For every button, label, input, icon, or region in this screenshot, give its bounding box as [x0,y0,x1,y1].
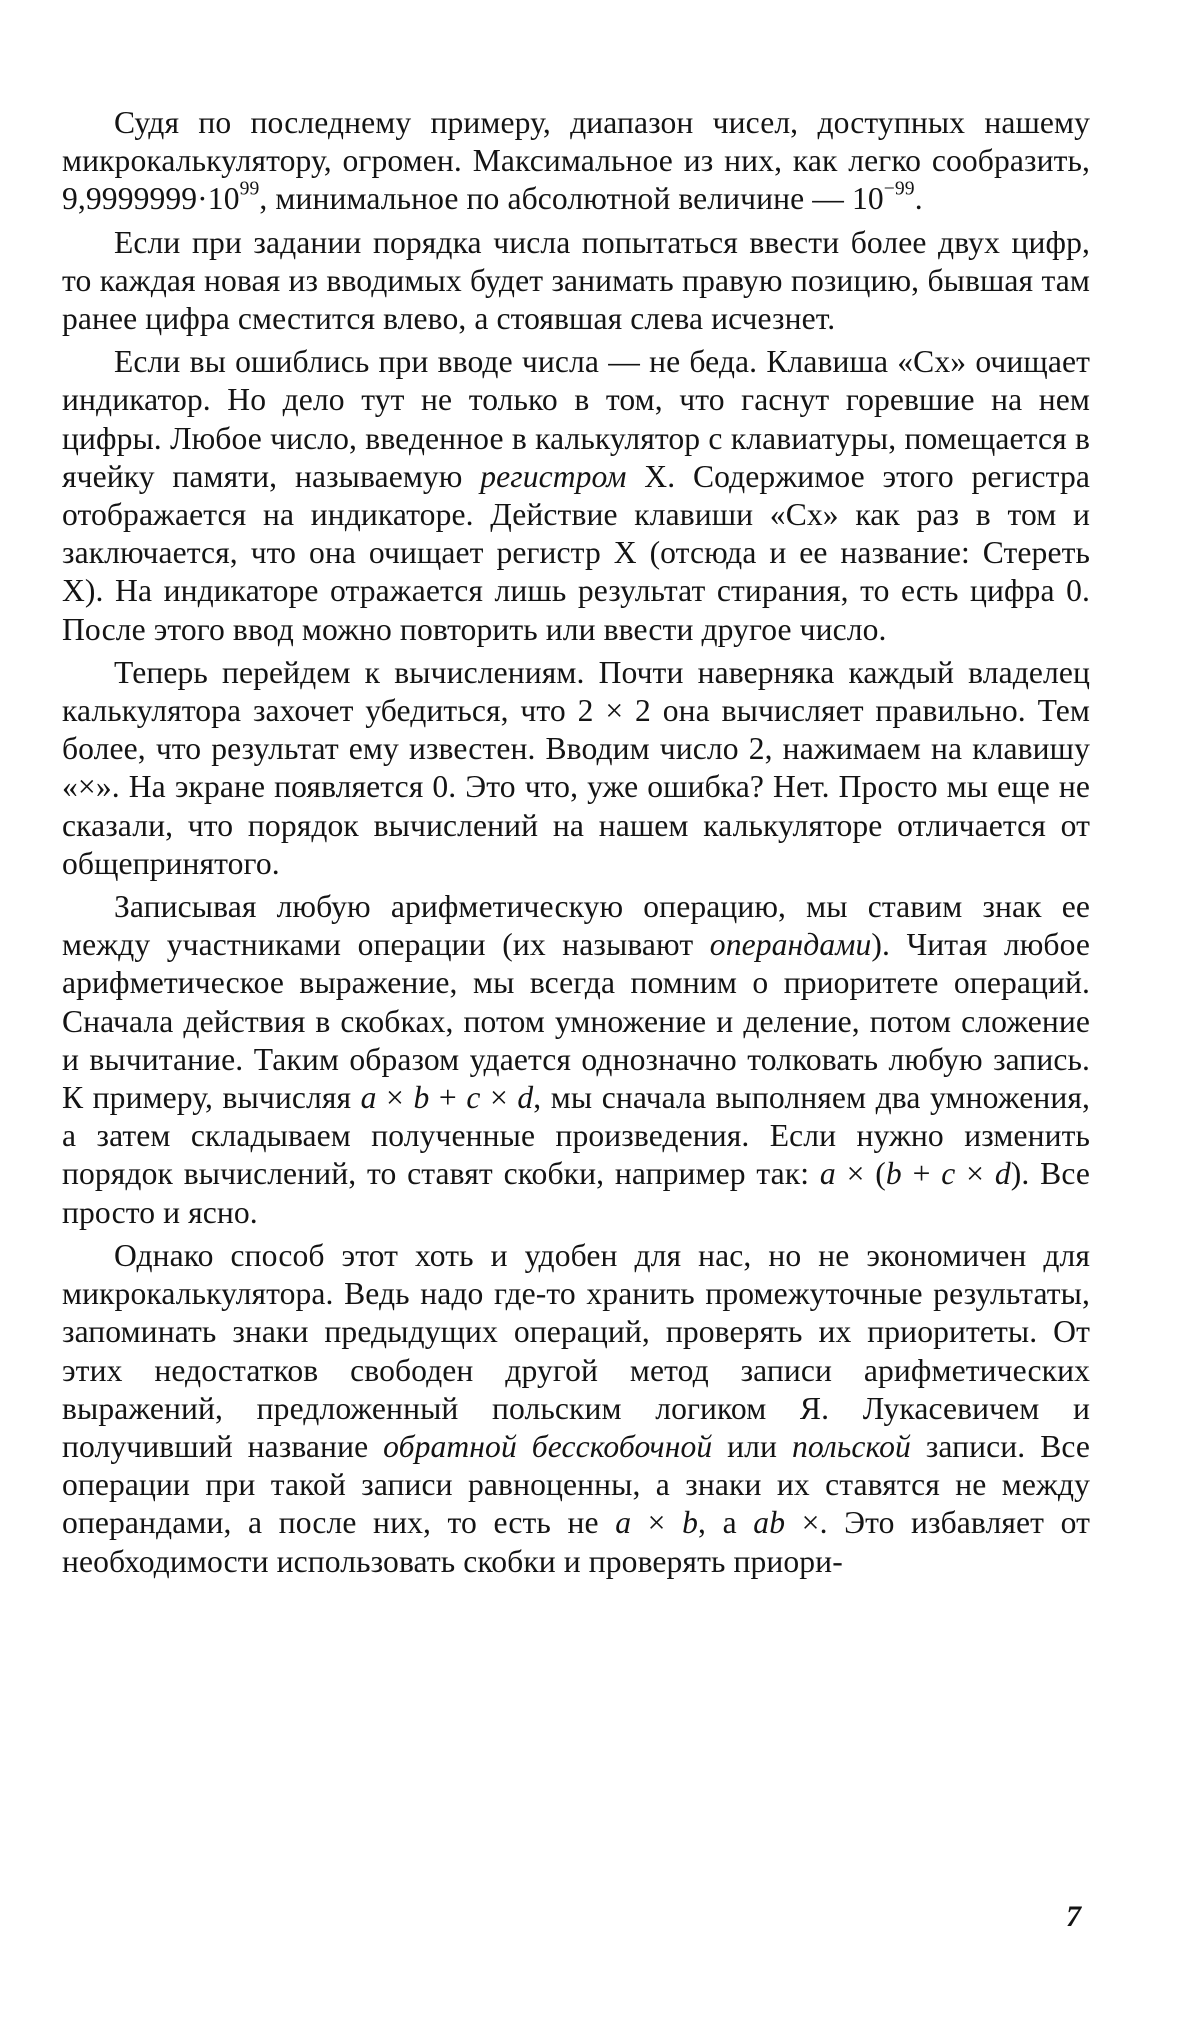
text-run: , мы сначала выполняем два умножения, а затем складываем полученные произведения. Если нужно изменить порядок вычислений, то ставят скобки, например так: [62,1080,1091,1192]
italic-term: c [941,1156,956,1192]
italic-term: b [682,1505,699,1541]
italic-term: регистром [480,458,627,494]
text-run: + [429,1080,467,1116]
superscript: −99 [883,178,915,200]
text-run: ). Читая любое арифметическое выражение, мы всегда помним о приоритете операций. Сначала действия в скобках, потом умножение и деление, потом сложение и вычитание. Таким образом удается однозначно толковать любую запись. К примеру, вычисляя [62,927,1090,1116]
body-text [62,104,1090,1581]
italic-term: польской [791,1428,911,1464]
paragraph [62,654,1090,883]
text-run: Судя по последнему примеру, диапазон чисел, доступных нашему микрокалькулятору, огромен. Максимальное из них, как легко сообразить, 9,9999999·10 [62,105,1090,217]
paragraph [62,224,1090,339]
text-run: Если при задании порядка числа попытаться ввести более двух цифр, то каждая новая из вводимых будет занимать правую позицию, бывшая там ранее цифра сместится влево, а стоявшая слева исчезнет. [62,224,1090,337]
text-run: Однако способ этот хоть и удобен для нас, но не экономичен для микрокалькулятора. Ведь надо где-то хранить промежуточные результаты, запоминать знаки предыдущих операций, проверять их приоритеты. От этих недостатков свободен другой метод записи арифметических выражений, предложенный польским логиком Я. Лукасевичем и получивший название [62,1237,1090,1464]
italic-term: c [466,1080,481,1116]
text-run: Записывая любую арифметическую операцию, мы ставим знак ее между участниками операции (их называют [62,889,1090,963]
text-run: ). Все просто и ясно. [62,1156,1090,1230]
text-run: × [955,1156,995,1192]
text-run: Теперь перейдем к вычислениям. Почти наверняка каждый владелец калькулятора захочет убедиться, что 2 × 2 она вычисляет правильно. Тем более, что результат ему известен. Вводим число 2, нажимаем на клавишу «×». На экране появляется 0. Это что, уже ошибка? Нет. Просто мы еще не сказали, что порядок вычислений на нашем калькуляторе отличается от общепринятого. [62,654,1090,881]
text-run: × [376,1080,414,1116]
text-run: Если вы ошиблись при вводе числа — не беда. Клавиша «Сх» очищает индикатор. Но дело тут не только в том, что гаснут горевшие на нем цифры. Любое число, введенное в калькулятор с клавиатуры, помещается в ячейку памяти, называемую [62,344,1090,494]
superscript: 99 [239,178,260,200]
text-run: . [914,181,923,217]
italic-term: b [413,1080,430,1116]
text-run: X. Содержимое этого регистра отображается на индикаторе. Действие клавиши «Сх» как раз в том и заключается, что она очищает регистр X (отсюда и ее название: Стереть X). На индикаторе отражается лишь результат стирания, то есть цифра 0. После этого ввод можно повторить или ввести другое число. [62,458,1090,647]
text-run: × [631,1505,683,1541]
italic-term: ab [753,1505,786,1541]
paragraph [62,1237,1090,1581]
italic-term: обратной бесскобочной [383,1428,713,1464]
text-run: × [480,1080,518,1116]
italic-term: a [360,1080,377,1116]
text-run: , минимальное по абсолютной величине — 10 [259,181,884,217]
text-run: или [712,1428,792,1464]
text-run: записи. Все операции при такой записи равноценны, а знаки их ставятся не между операндами, а после них, то есть не [62,1428,1090,1541]
paragraph [62,343,1090,649]
italic-term: a [615,1505,632,1541]
italic-term: a [819,1156,836,1192]
italic-term: b [885,1156,902,1192]
text-run: + [901,1156,942,1192]
text-run: × ( [835,1156,886,1192]
paragraph [62,104,1090,219]
page-number: 7 [1066,1900,1081,1933]
text-run: ×. Это избавляет от необходимости использовать скобки и проверять приори- [62,1505,1090,1579]
italic-term: d [994,1156,1011,1192]
text-run: , а [698,1505,754,1541]
italic-term: операндами [709,927,872,963]
paragraph [62,888,1090,1232]
italic-term: d [517,1080,534,1116]
